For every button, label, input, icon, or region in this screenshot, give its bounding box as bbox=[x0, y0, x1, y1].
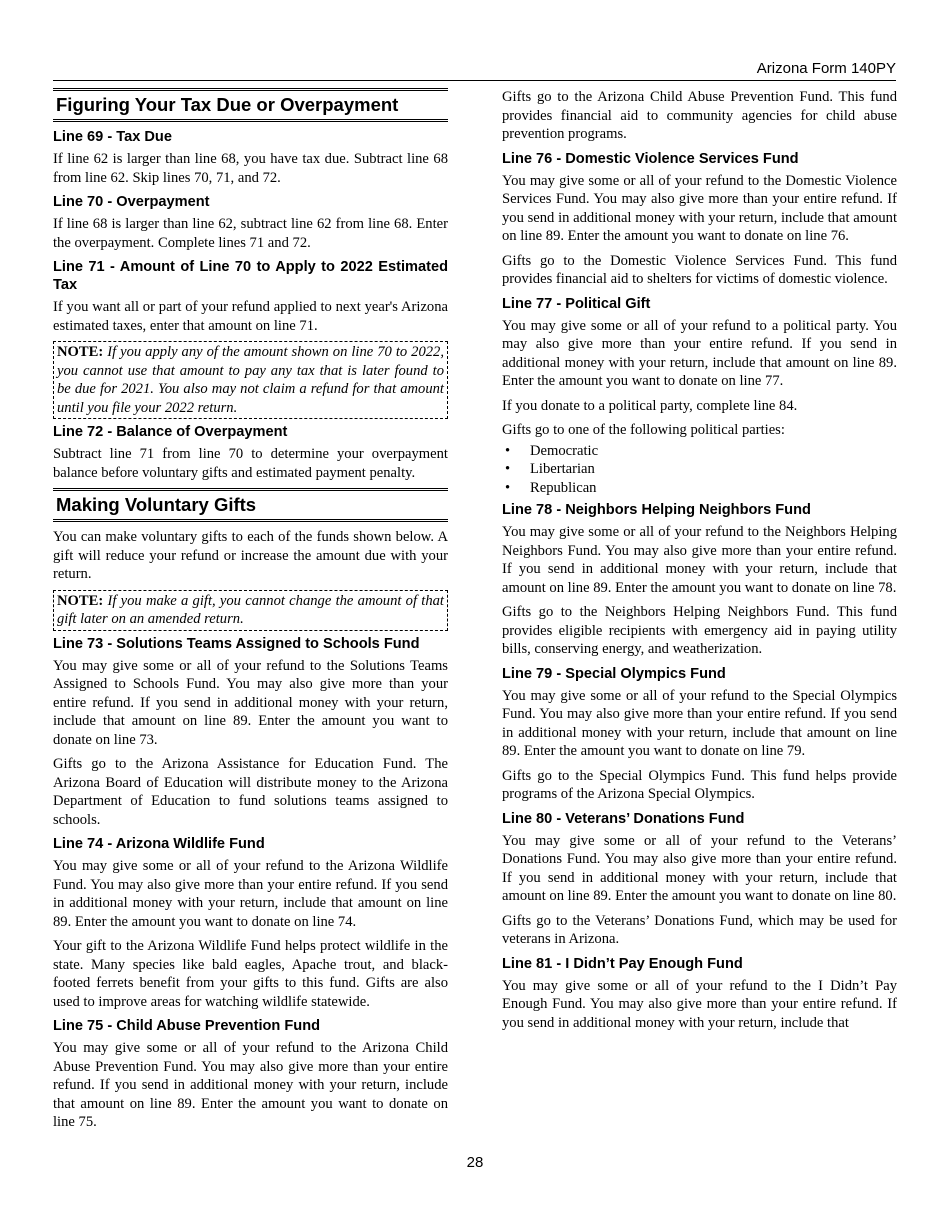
list-item: • Republican bbox=[505, 479, 597, 496]
line-73-text-1: You may give some or all of your refund to the Solutions Teams Assigned to Schools Fund. You may also give more than your entire refund. If you send in additional money with your return, include that amount on line 89. Enter the amount you want to donate on line 73. bbox=[53, 657, 448, 748]
bullet-icon: • bbox=[505, 442, 511, 459]
gifts-note bbox=[53, 590, 448, 631]
line-70-heading: Line 70 - Overpayment bbox=[53, 194, 210, 210]
line-74-text-1: You may give some or all of your refund to the Arizona Wildlife Fund. You may also give more than your entire refund. If you send in additional money with your return, include that amount on line 89. Enter the amount you want to donate on line 74. bbox=[53, 858, 448, 930]
right-column bbox=[502, 88, 897, 1038]
line-71-heading: Line 71 - Amount of Line 70 to Apply to 2022 Estimated Tax bbox=[53, 259, 448, 293]
line-78-text-1: You may give some or all of your refund to the Neighbors Helping Neighbors Fund. You may also give more than your entire refund. If you send in additional money with your return, include that amount on line 89. Enter the amount you want to donate on line 78. bbox=[502, 524, 897, 596]
line-79-text-2: Gifts go to the Special Olympics Fund. This fund helps provide programs of the Arizona Special Olympics. bbox=[502, 767, 897, 802]
line-70-text: If line 68 is larger than line 62, subtract line 62 from line 68. Enter the overpayment. Complete lines 71 and 72. bbox=[53, 216, 448, 251]
line-76-text-2: Gifts go to the Domestic Violence Services Fund. This fund provides financial aid to shelters for victims of domestic violence. bbox=[502, 252, 897, 287]
line-77-text-2: If you donate to a political party, complete line 84. bbox=[502, 397, 798, 414]
line-77-heading: Line 77 - Political Gift bbox=[502, 295, 651, 312]
line-75-heading: Line 75 - Child Abuse Prevention Fund bbox=[53, 1018, 321, 1034]
line-69-heading: Line 69 - Tax Due bbox=[53, 129, 172, 145]
line-73-heading: Line 73 - Solutions Teams Assigned to Schools Fund bbox=[53, 635, 420, 652]
line-76-text-1: You may give some or all of your refund to the Domestic Violence Services Fund. You may also give more than your entire refund. If you send in additional money with your return, include that amount on line 89. Enter the amount you want to donate on line 76. bbox=[502, 172, 897, 244]
line-72-heading: Line 72 - Balance of Overpayment bbox=[53, 424, 288, 440]
line-76-heading: Line 76 - Domestic Violence Services Fund bbox=[502, 150, 799, 167]
line-81-heading: Line 81 - I Didn’t Pay Enough Fund bbox=[502, 955, 743, 972]
line-69-text: If line 62 is larger than line 68, you have tax due. Subtract line 68 from line 62. Skip lines 70, 71, and 72. bbox=[53, 151, 448, 186]
line-74-text-2: Your gift to the Arizona Wildlife Fund helps protect wildlife in the state. Many species like bald eagles, Apache trout, and black-footed ferrets benefit from your gifts to this fund. Gifts are also used to improve areas for watching wildlife statewide. bbox=[53, 938, 448, 1010]
political-parties-list bbox=[502, 442, 897, 498]
line-79-heading: Line 79 - Special Olympics Fund bbox=[502, 665, 726, 682]
line-80-text-2: Gifts go to the Veterans’ Donations Fund, which may be used for veterans in Arizona. bbox=[502, 912, 897, 947]
line-75-text-2: Gifts go to the Arizona Child Abuse Prevention Fund. This fund provides financial aid to community agencies for child abuse prevention programs. bbox=[502, 89, 897, 142]
note-text: If you make a gift, you cannot change the amount of that gift later on an amended return. bbox=[57, 592, 444, 627]
line-71-note bbox=[53, 341, 448, 419]
section-title-tax-due: Figuring Your Tax Due or Overpayment bbox=[53, 88, 448, 122]
bullet-icon: • bbox=[505, 461, 511, 477]
left-column bbox=[53, 88, 448, 1138]
line-77-text-3: Gifts go to one of the following political parties: bbox=[502, 422, 785, 438]
page-number: 28 bbox=[466, 1154, 484, 1171]
line-74-heading: Line 74 - Arizona Wildlife Fund bbox=[53, 836, 265, 852]
section-title-voluntary-gifts: Making Voluntary Gifts bbox=[53, 488, 448, 522]
line-79-text-1: You may give some or all of your refund to the Special Olympics Fund. You may also give more than your entire refund. If you send in additional money with your return, include that amount on line 89. Enter the amount you want to donate on line 79. bbox=[502, 687, 897, 759]
line-78-heading: Line 78 - Neighbors Helping Neighbors Fund bbox=[502, 502, 811, 518]
list-item: • Democratic bbox=[505, 442, 599, 459]
line-71-text: If you want all or part of your refund applied to next year's Arizona estimated taxes, enter that amount on line 71. bbox=[53, 299, 448, 334]
note-text: If you apply any of the amount shown on line 70 to 2022, you cannot use that amount to pay any tax that is later found to be due for 2021. You also may not claim a refund for that amount until you file your 2022 return. bbox=[57, 344, 444, 416]
list-item: • Libertarian bbox=[505, 461, 595, 477]
note-label: NOTE: bbox=[57, 592, 104, 609]
note-label: NOTE: bbox=[57, 344, 104, 360]
line-81-text-1: You may give some or all of your refund to the I Didn’t Pay Enough Fund. You may also give more than your entire refund. If you send in additional money with your return, include that bbox=[502, 977, 897, 1031]
form-header: Arizona Form 140PY bbox=[53, 60, 896, 81]
line-72-text: Subtract line 71 from line 70 to determine your overpayment balance before voluntary gifts and estimated payment penalty. bbox=[53, 446, 448, 481]
line-80-text-1: You may give some or all of your refund to the Veterans’ Donations Fund. You may also give more than your entire refund. If you send in additional money with your return, include that amount on line 89. Enter the amount you want to donate on line 80. bbox=[502, 832, 897, 904]
line-73-text-2: Gifts go to the Arizona Assistance for Education Fund. The Arizona Board of Education will distribute money to the Arizona Department of Education to fund solutions teams assigned to schools. bbox=[53, 756, 448, 828]
line-78-text-2: Gifts go to the Neighbors Helping Neighbors Fund. This fund provides eligible recipients with emergency aid in paying utility bills, conserving energy, and weatherization. bbox=[502, 604, 897, 657]
gifts-intro: You can make voluntary gifts to each of the funds shown below. A gift will reduce your refund or increase the amount due with your return. bbox=[53, 529, 448, 582]
line-77-text-1: You may give some or all of your refund to a political party. You may also give more than your entire refund. If you send in additional money with your return, include that amount on line 89. Enter the amount you want to donate on line 77. bbox=[502, 317, 897, 389]
line-75-text-1: You may give some or all of your refund to the Arizona Child Abuse Prevention Fund. You may also give more than your entire refund. If you send in additional money with your return, include that amount on line 89. Enter the amount you want to donate on line 75. bbox=[53, 1040, 448, 1130]
line-80-heading: Line 80 - Veterans’ Donations Fund bbox=[502, 810, 745, 827]
bullet-icon: • bbox=[505, 479, 511, 496]
